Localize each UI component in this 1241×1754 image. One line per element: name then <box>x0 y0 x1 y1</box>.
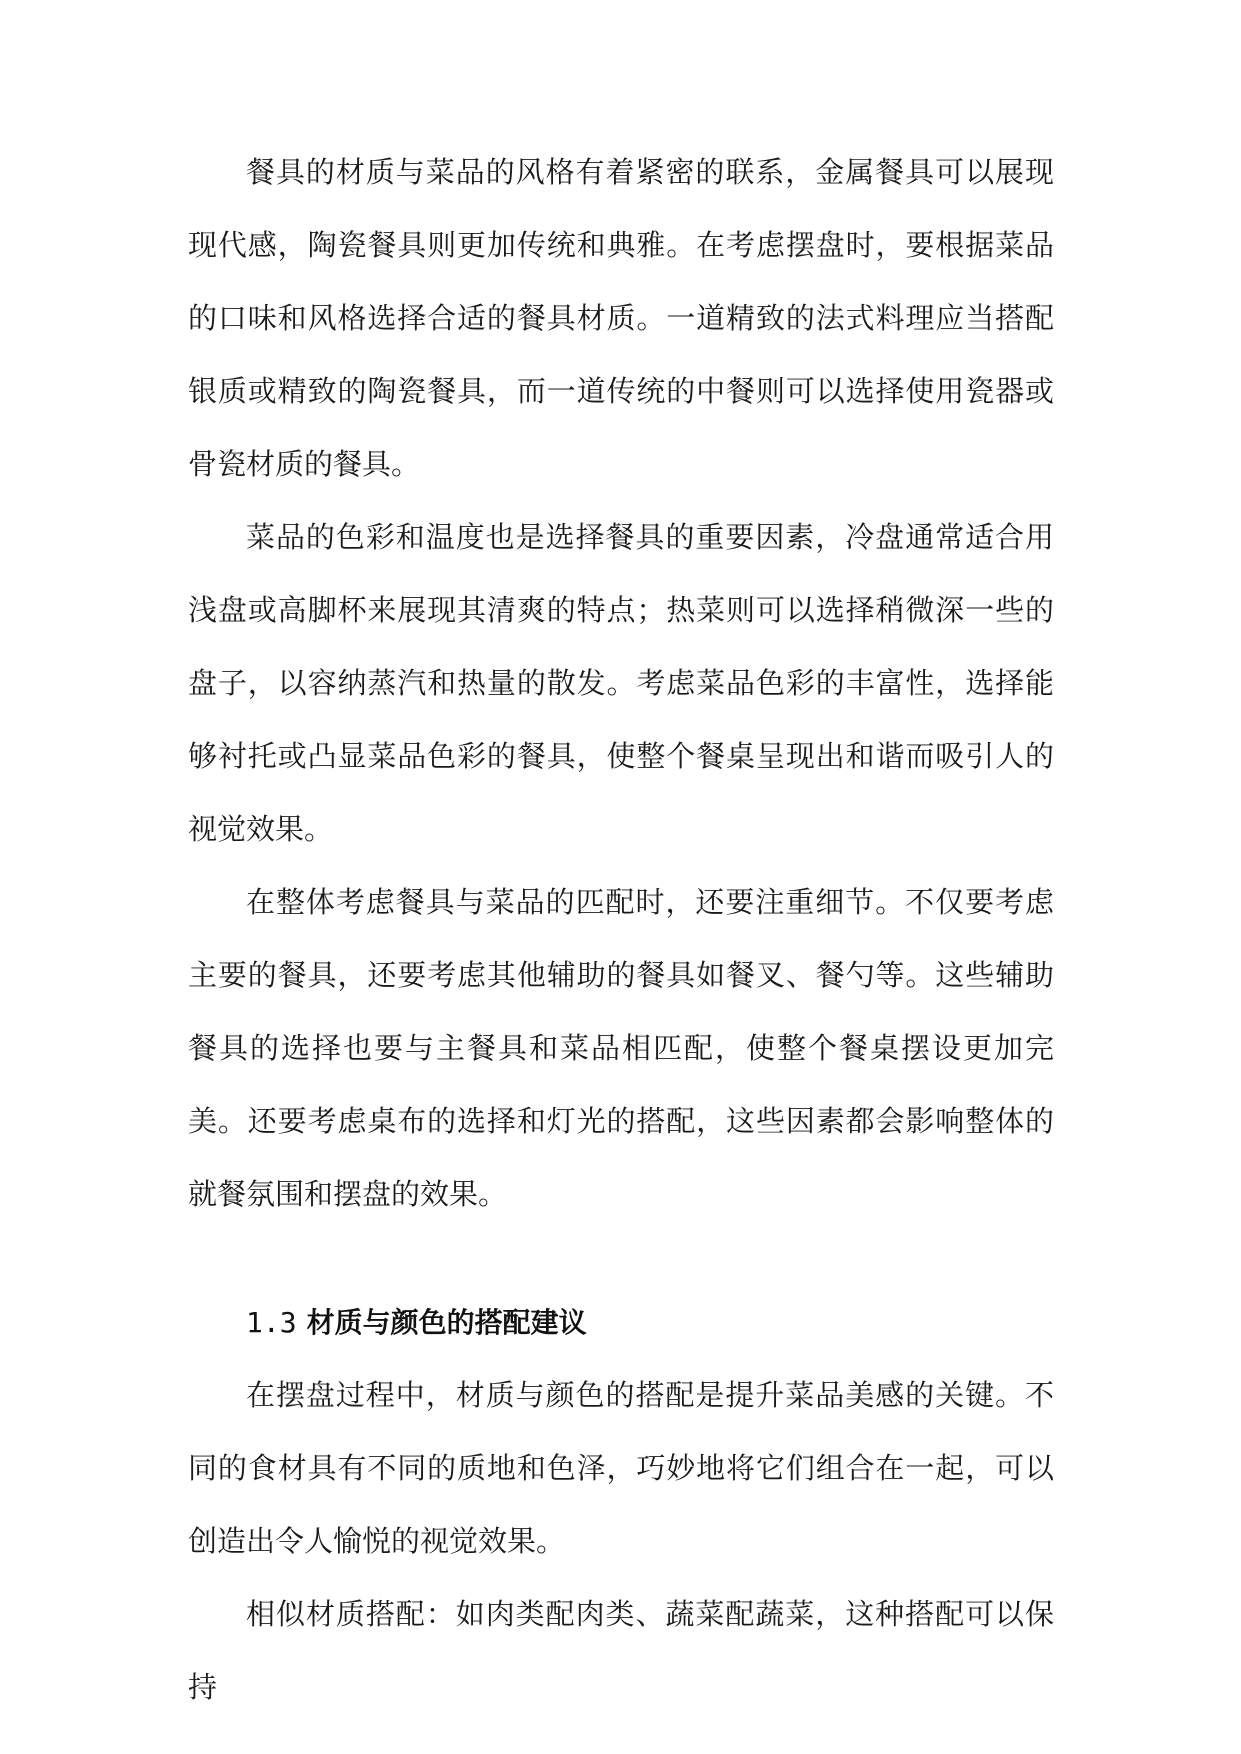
paragraph-details: 在整体考虑餐具与菜品的匹配时，还要注重细节。不仅要考虑主要的餐具，还要考虑其他辅助的餐具如餐叉、餐勺等。这些辅助餐具的选择也要与主餐具和菜品相匹配，使整个餐桌摆设更加完美。还要考虑桌布的选择和灯光的搭配，这些因素都会影响整体的就餐氛围和摆盘的效果。 <box>188 885 1054 1211</box>
section-title: 材质与颜色的搭配建议 <box>306 1306 587 1339</box>
paragraph-color-temperature: 菜品的色彩和温度也是选择餐具的重要因素，冷盘通常适合用浅盘或高脚杯来展现其清爽的特点；热菜则可以选择稍微深一些的盘子，以容纳蒸汽和热量的散发。考虑菜品色彩的丰富性，选择能够衬托或凸显菜品色彩的餐具，使整个餐桌呈现出和谐而吸引人的视觉效果。 <box>188 520 1054 846</box>
paragraph-similar-material: 相似材质搭配：如肉类配肉类、蔬菜配蔬菜，这种搭配可以保持 <box>188 1597 1054 1704</box>
section-heading <box>188 1286 1054 1359</box>
paragraph-material-color-intro: 在摆盘过程中，材质与颜色的搭配是提升菜品美感的关键。不同的食材具有不同的质地和色泽，巧妙地将它们组合在一起，可以创造出令人愉悦的视觉效果。 <box>188 1378 1054 1558</box>
document-body <box>188 136 1054 1724</box>
section-number: 1.3 <box>246 1306 297 1339</box>
paragraph-tableware-material: 餐具的材质与菜品的风格有着紧密的联系，金属餐具可以展现现代感，陶瓷餐具则更加传统和典雅。在考虑摆盘时，要根据菜品的口味和风格选择合适的餐具材质。一道精致的法式料理应当搭配银质或精致的陶瓷餐具，而一道传统的中餐则可以选择使用瓷器或骨瓷材质的餐具。 <box>188 155 1054 481</box>
